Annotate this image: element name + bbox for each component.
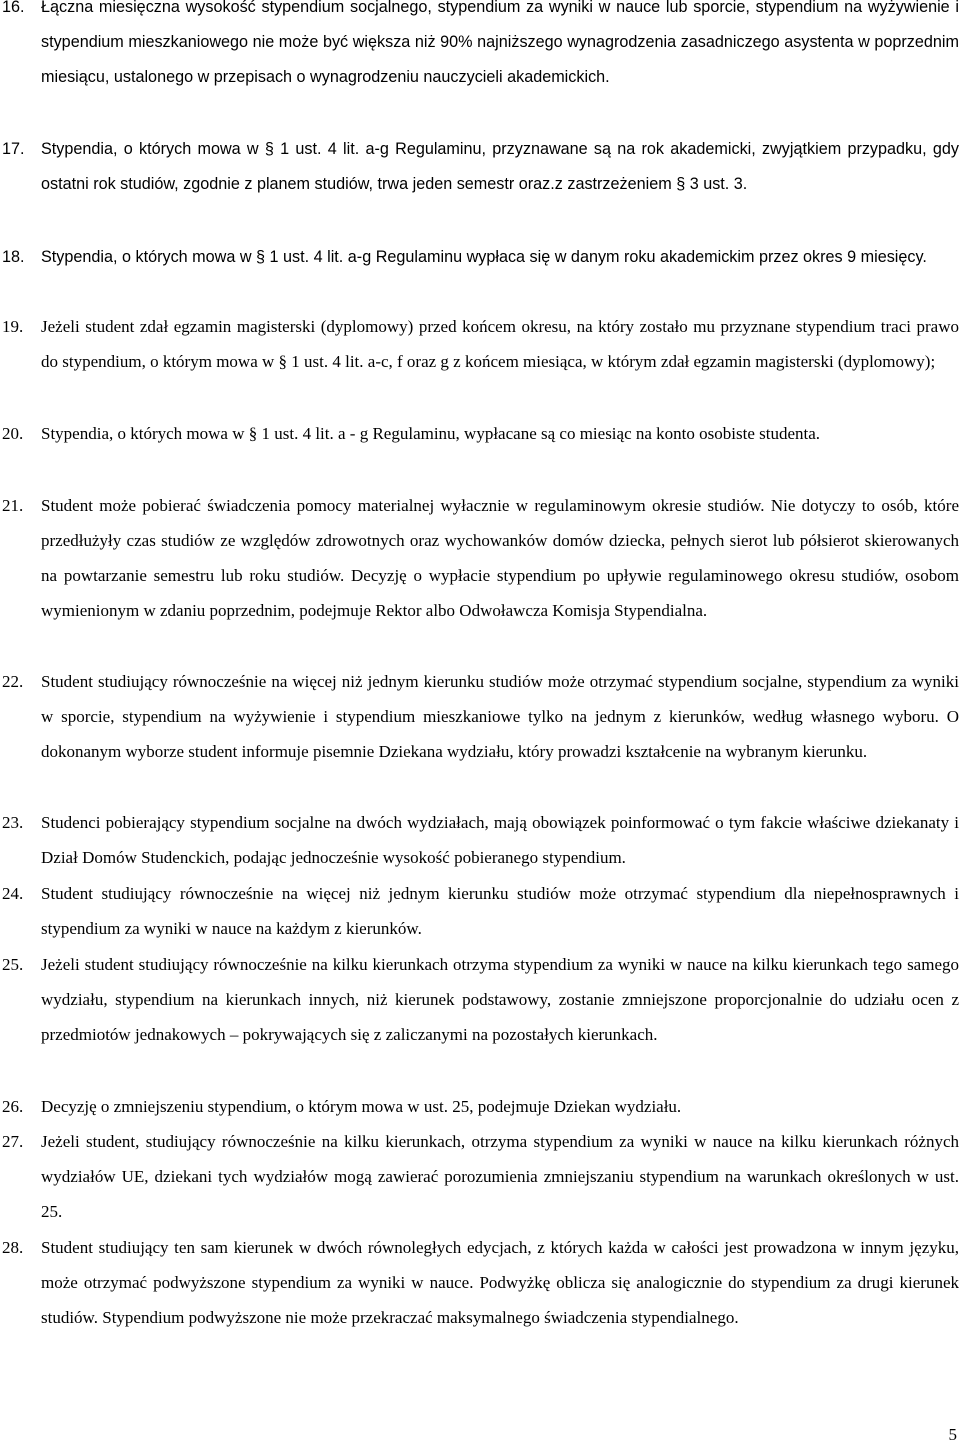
paragraph-number: 16.	[2, 0, 25, 16]
paragraph-text: Student studiujący równocześnie na więcej niż jednym kierunku studiów może otrzymać stypendium dla niepełnosprawnych i stypendium za wyniki w nauce na każdym z kierunków.	[41, 884, 959, 938]
paragraph-text: Decyzję o zmniejszeniu stypendium, o którym mowa w ust. 25, podejmuje Dziekan wydziału.	[41, 1097, 682, 1116]
paragraph-number: 23.	[2, 813, 24, 832]
paragraph-18	[0, 240, 960, 275]
paragraph-23	[0, 805, 960, 875]
paragraph-17	[0, 132, 960, 202]
paragraph-24	[0, 876, 960, 946]
paragraph-text: Student studiujący równocześnie na więcej niż jednym kierunku studiów może otrzymać stypendium socjalne, stypendium za wyniki w sporcie, stypendium na wyżywienie i stypendium mieszkaniowe tylko na jednym z kierunków, według własnego wyboru. O dokonanym wyborze student informuje pisemnie Dziekana wydziału, który prowadzi kształcenie na wybranym kierunku.	[41, 672, 959, 761]
paragraph-21	[0, 488, 960, 628]
paragraph-26	[0, 1089, 960, 1124]
paragraph-27	[0, 1124, 960, 1229]
paragraph-text: Student studiujący ten sam kierunek w dwóch równoległych edycjach, z których każda w całości jest prowadzona w innym języku, może otrzymać podwyższone stypendium za wyniki w nauce. Podwyżkę oblicza się analogicznie do stypendium za drugi kierunek studiów. Stypendium podwyższone nie może przekraczać maksymalnego świadczenia stypendialnego.	[41, 1238, 959, 1327]
paragraph-number: 26.	[2, 1097, 24, 1116]
paragraph-text: Stypendia, o których mowa w § 1 ust. 4 lit. a-g Regulaminu, przyznawane są na rok akademicki, zwyjątkiem przypadku, gdy ostatni rok studiów, zgodnie z planem studiów, trwa jeden semestr oraz.z zastrzeżeniem § 3 ust. 3.	[41, 140, 959, 193]
paragraph-text: Stypendia, o których mowa w § 1 ust. 4 lit. a - g Regulaminu, wypłacane są co miesiąc na konto osobiste studenta.	[41, 424, 821, 443]
paragraph-20	[0, 416, 960, 451]
paragraph-28	[0, 1230, 960, 1335]
paragraph-number: 27.	[2, 1132, 24, 1151]
paragraph-number: 22.	[2, 672, 24, 691]
paragraph-number: 21.	[2, 496, 24, 515]
paragraph-text: Łączna miesięczna wysokość stypendium socjalnego, stypendium za wyniki w nauce lub sporcie, stypendium na wyżywienie i stypendium mieszkaniowego nie może być większa niż 90% najniższego wynagrodzenia zasadniczego asystenta w poprzednim miesiącu, ustalonego w przepisach o wynagrodzeniu nauczycieli akademickich.	[41, 0, 959, 86]
paragraph-number: 25.	[2, 955, 24, 974]
paragraph-text: Studenci pobierający stypendium socjalne na dwóch wydziałach, mają obowiązek poinformować o tym fakcie właściwe dziekanaty i Dział Domów Studenckich, podając jednocześnie wysokość pobieranego stypendium.	[41, 813, 959, 867]
paragraph-16	[0, 0, 960, 95]
paragraph-text: Jeżeli student, studiujący równocześnie na kilku kierunkach, otrzyma stypendium za wyniki w nauce na kilku kierunkach różnych wydziałów UE, dziekani tych wydziałów mogą zawierać porozumienia zmniejszaniu stypendium na warunkach określonych w ust. 25.	[41, 1132, 959, 1221]
paragraph-number: 19.	[2, 317, 24, 336]
paragraph-text: Jeżeli student zdał egzamin magisterski (dyplomowy) przed końcem okresu, na który zostało mu przyznane stypendium traci prawo do stypendium, o którym mowa w § 1 ust. 4 lit. a-c, f oraz g z końcem miesiąca, w którym zdał egzamin magisterski (dyplomowy);	[41, 317, 959, 371]
paragraph-text: Stypendia, o których mowa w § 1 ust. 4 lit. a-g Regulaminu wypłaca się w danym roku akademickim przez okres 9 miesięcy.	[41, 248, 927, 266]
paragraph-number: 28.	[2, 1238, 24, 1257]
page-number: 5	[948, 1425, 957, 1444]
paragraph-text: Jeżeli student studiujący równocześnie na kilku kierunkach otrzyma stypendium za wyniki w nauce na kilku kierunkach tego samego wydziału, stypendium na kierunkach innych, niż kierunek podstawowy, zostanie zmniejszone proporcjonalnie do udziału ocen z przedmiotów jednakowych – pokrywających się z zaliczanymi na pozostałych kierunkach.	[41, 955, 959, 1044]
paragraph-number: 24.	[2, 884, 24, 903]
paragraph-22	[0, 664, 960, 769]
paragraph-19	[0, 309, 960, 379]
paragraph-number: 17.	[2, 140, 25, 158]
paragraph-number: 20.	[2, 424, 24, 443]
paragraph-number: 18.	[2, 248, 25, 266]
paragraph-text: Student może pobierać świadczenia pomocy materialnej wyłacznie w regulaminowym okresie studiów. Nie dotyczy to osób, które przedłużyły czas studiów ze względów zdrowotnych oraz wychowanków domów dziecka, pełnych sierot lub półsierot skierowanych na powtarzanie semestru lub roku studiów. Decyzję o wypłacie stypendium po upływie regulaminowego okresu studiów, osobom wymienionym w zdaniu poprzednim, podejmuje Rektor albo Odwoławcza Komisja Stypendialna.	[41, 496, 959, 620]
paragraph-25	[0, 947, 960, 1052]
